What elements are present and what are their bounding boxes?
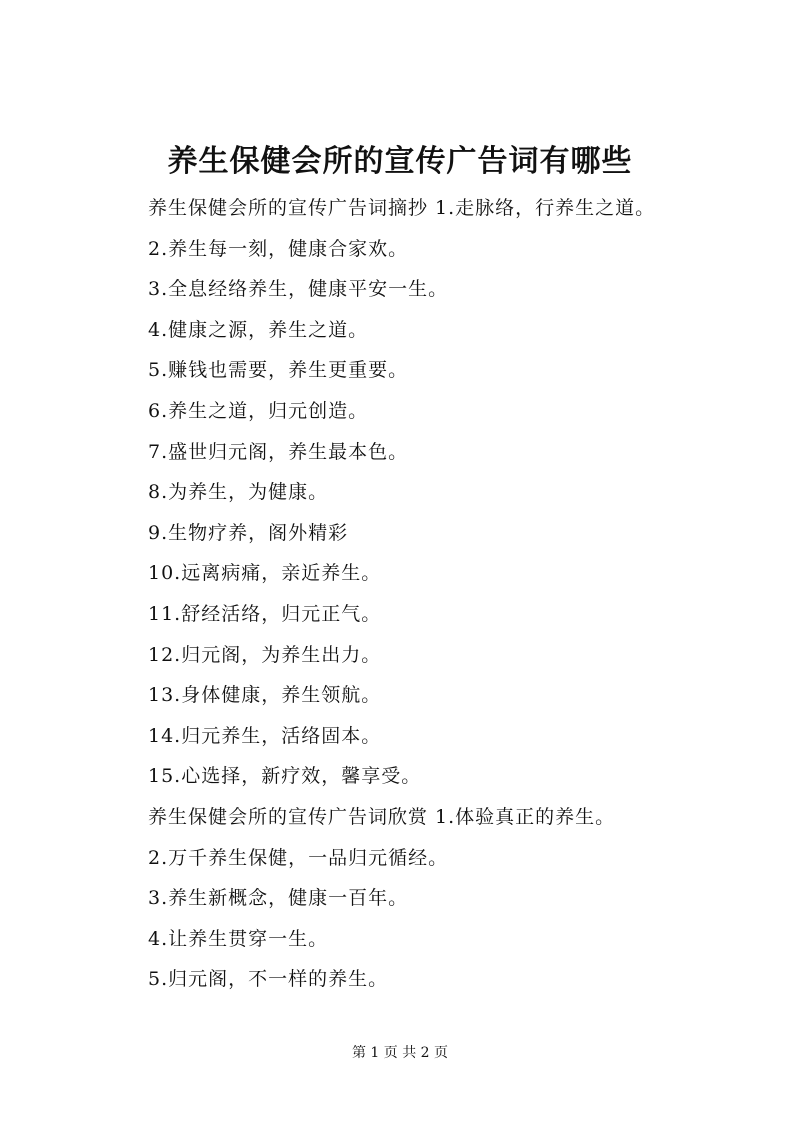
text-line: 3.全息经络养生，健康平安一生。 bbox=[148, 278, 449, 301]
text-line: 养生保健会所的宣传广告词摘抄 1.走脉络，行养生之道。 bbox=[148, 197, 656, 219]
text-line: 4.健康之源，养生之道。 bbox=[148, 318, 369, 341]
text-line: 养生保健会所的宣传广告词欣赏 1.体验真正的养生。 bbox=[148, 805, 616, 828]
document-body bbox=[148, 188, 708, 1000]
text-line: 5.赚钱也需要，养生更重要。 bbox=[148, 359, 409, 382]
text-line: 2.养生每一刻，健康合家欢。 bbox=[148, 237, 409, 260]
text-line: 12.归元阁，为养生出力。 bbox=[148, 643, 382, 666]
text-line: 7.盛世归元阁，养生最本色。 bbox=[148, 440, 409, 463]
text-line: 6.养生之道，归元创造。 bbox=[148, 399, 369, 422]
text-line: 5.归元阁，不一样的养生。 bbox=[148, 968, 389, 991]
document-title: 养生保健会所的宣传广告词有哪些 bbox=[167, 144, 633, 179]
text-line: 10.远离病痛，亲近养生。 bbox=[148, 562, 382, 585]
text-line: 2.万千养生保健，一品归元循经。 bbox=[148, 846, 449, 869]
text-line: 4.让养生贯穿一生。 bbox=[148, 927, 329, 950]
text-line: 8.为养生，为健康。 bbox=[148, 481, 329, 504]
text-line: 15.心选择，新疗效，馨享受。 bbox=[148, 765, 422, 788]
text-line: 11.舒经活络，归元正气。 bbox=[148, 602, 382, 625]
text-line: 14.归元养生，活络固本。 bbox=[148, 724, 382, 747]
page-footer: 第 1 页 共 2 页 bbox=[351, 1045, 449, 1061]
text-line: 13.身体健康，养生领航。 bbox=[148, 684, 382, 707]
text-line: 9.生物疗养，阁外精彩 bbox=[148, 521, 349, 544]
text-line: 3.养生新概念，健康一百年。 bbox=[148, 887, 409, 910]
